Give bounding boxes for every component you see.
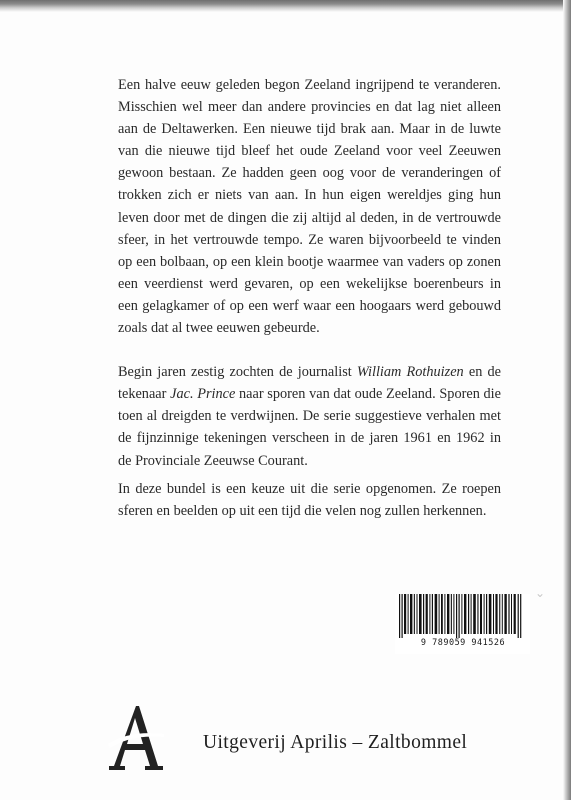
blurb-paragraph-3: In deze bundel is een keuze uit die serie opgenomen. Ze roepen sferen en beelden op uit een tijd die velen nog zullen herkennen. <box>118 480 501 519</box>
blurb-paragraph-2-part-1: Begin jaren zestig zochten de journalist <box>118 364 357 381</box>
corner-mark-icon: ⌄ <box>535 586 546 600</box>
blurb-paragraph-2 <box>118 361 501 471</box>
isbn-digits: 9 789059 941526 <box>398 638 528 648</box>
blurb-paragraph-2-part-2: en de tekenaar <box>118 364 501 403</box>
barcode-bars-icon <box>395 594 530 640</box>
aprilis-logo <box>108 704 164 772</box>
blurb-paragraph-1: Een halve eeuw geleden begon Zeeland ingrijpend te veranderen. Misschien wel meer dan andere provincies en dat lag niet alleen aan de Deltawerken. Een nieuwe tijd brak aan. Maar in de luwte van die nieuwe tijd bleef het oude Zeeland voor veel Zeeuwen gewoon bestaan. Ze hadden geen oog voor de veranderingen of trokken zich er niets van aan. In hun eigen wereldjes ging hun leven door met de dingen die zij altijd al deden, in de vertrouwde sfeer, in het vertrouwde tempo. Ze waren bijvoorbeeld te vinden op een bolbaan, op een klein bootje waarmee van vaders op zonen een veerdienst werd gevaren, op een wekelijkse boerenbeurs in een gelagkamer of op een werf waar een hoogaars werd gebouwd zoals dat al twee eeuwen gebeurde. <box>118 77 501 337</box>
aprilis-a-logo-icon <box>108 704 164 772</box>
blurb-paragraph-2-part-3: naar sporen van dat oude Zeeland. Sporen die toen al dreigden te verdwijnen. De serie suggestieve verhalen met de fijnzinnige tekeningen verscheen in de jaren 1961 en 1962 in de Provinciale Zeeuwse Courant. <box>118 386 501 469</box>
publisher-name: Uitgeverij Aprilis – Zaltbommel <box>203 732 468 753</box>
illustrator-name: Jac. Prince <box>170 386 236 403</box>
journalist-name: William Rothuizen <box>356 364 464 381</box>
top-edge-shadow <box>0 0 571 12</box>
blurb-text <box>118 74 501 544</box>
right-edge-shadow <box>563 0 571 800</box>
